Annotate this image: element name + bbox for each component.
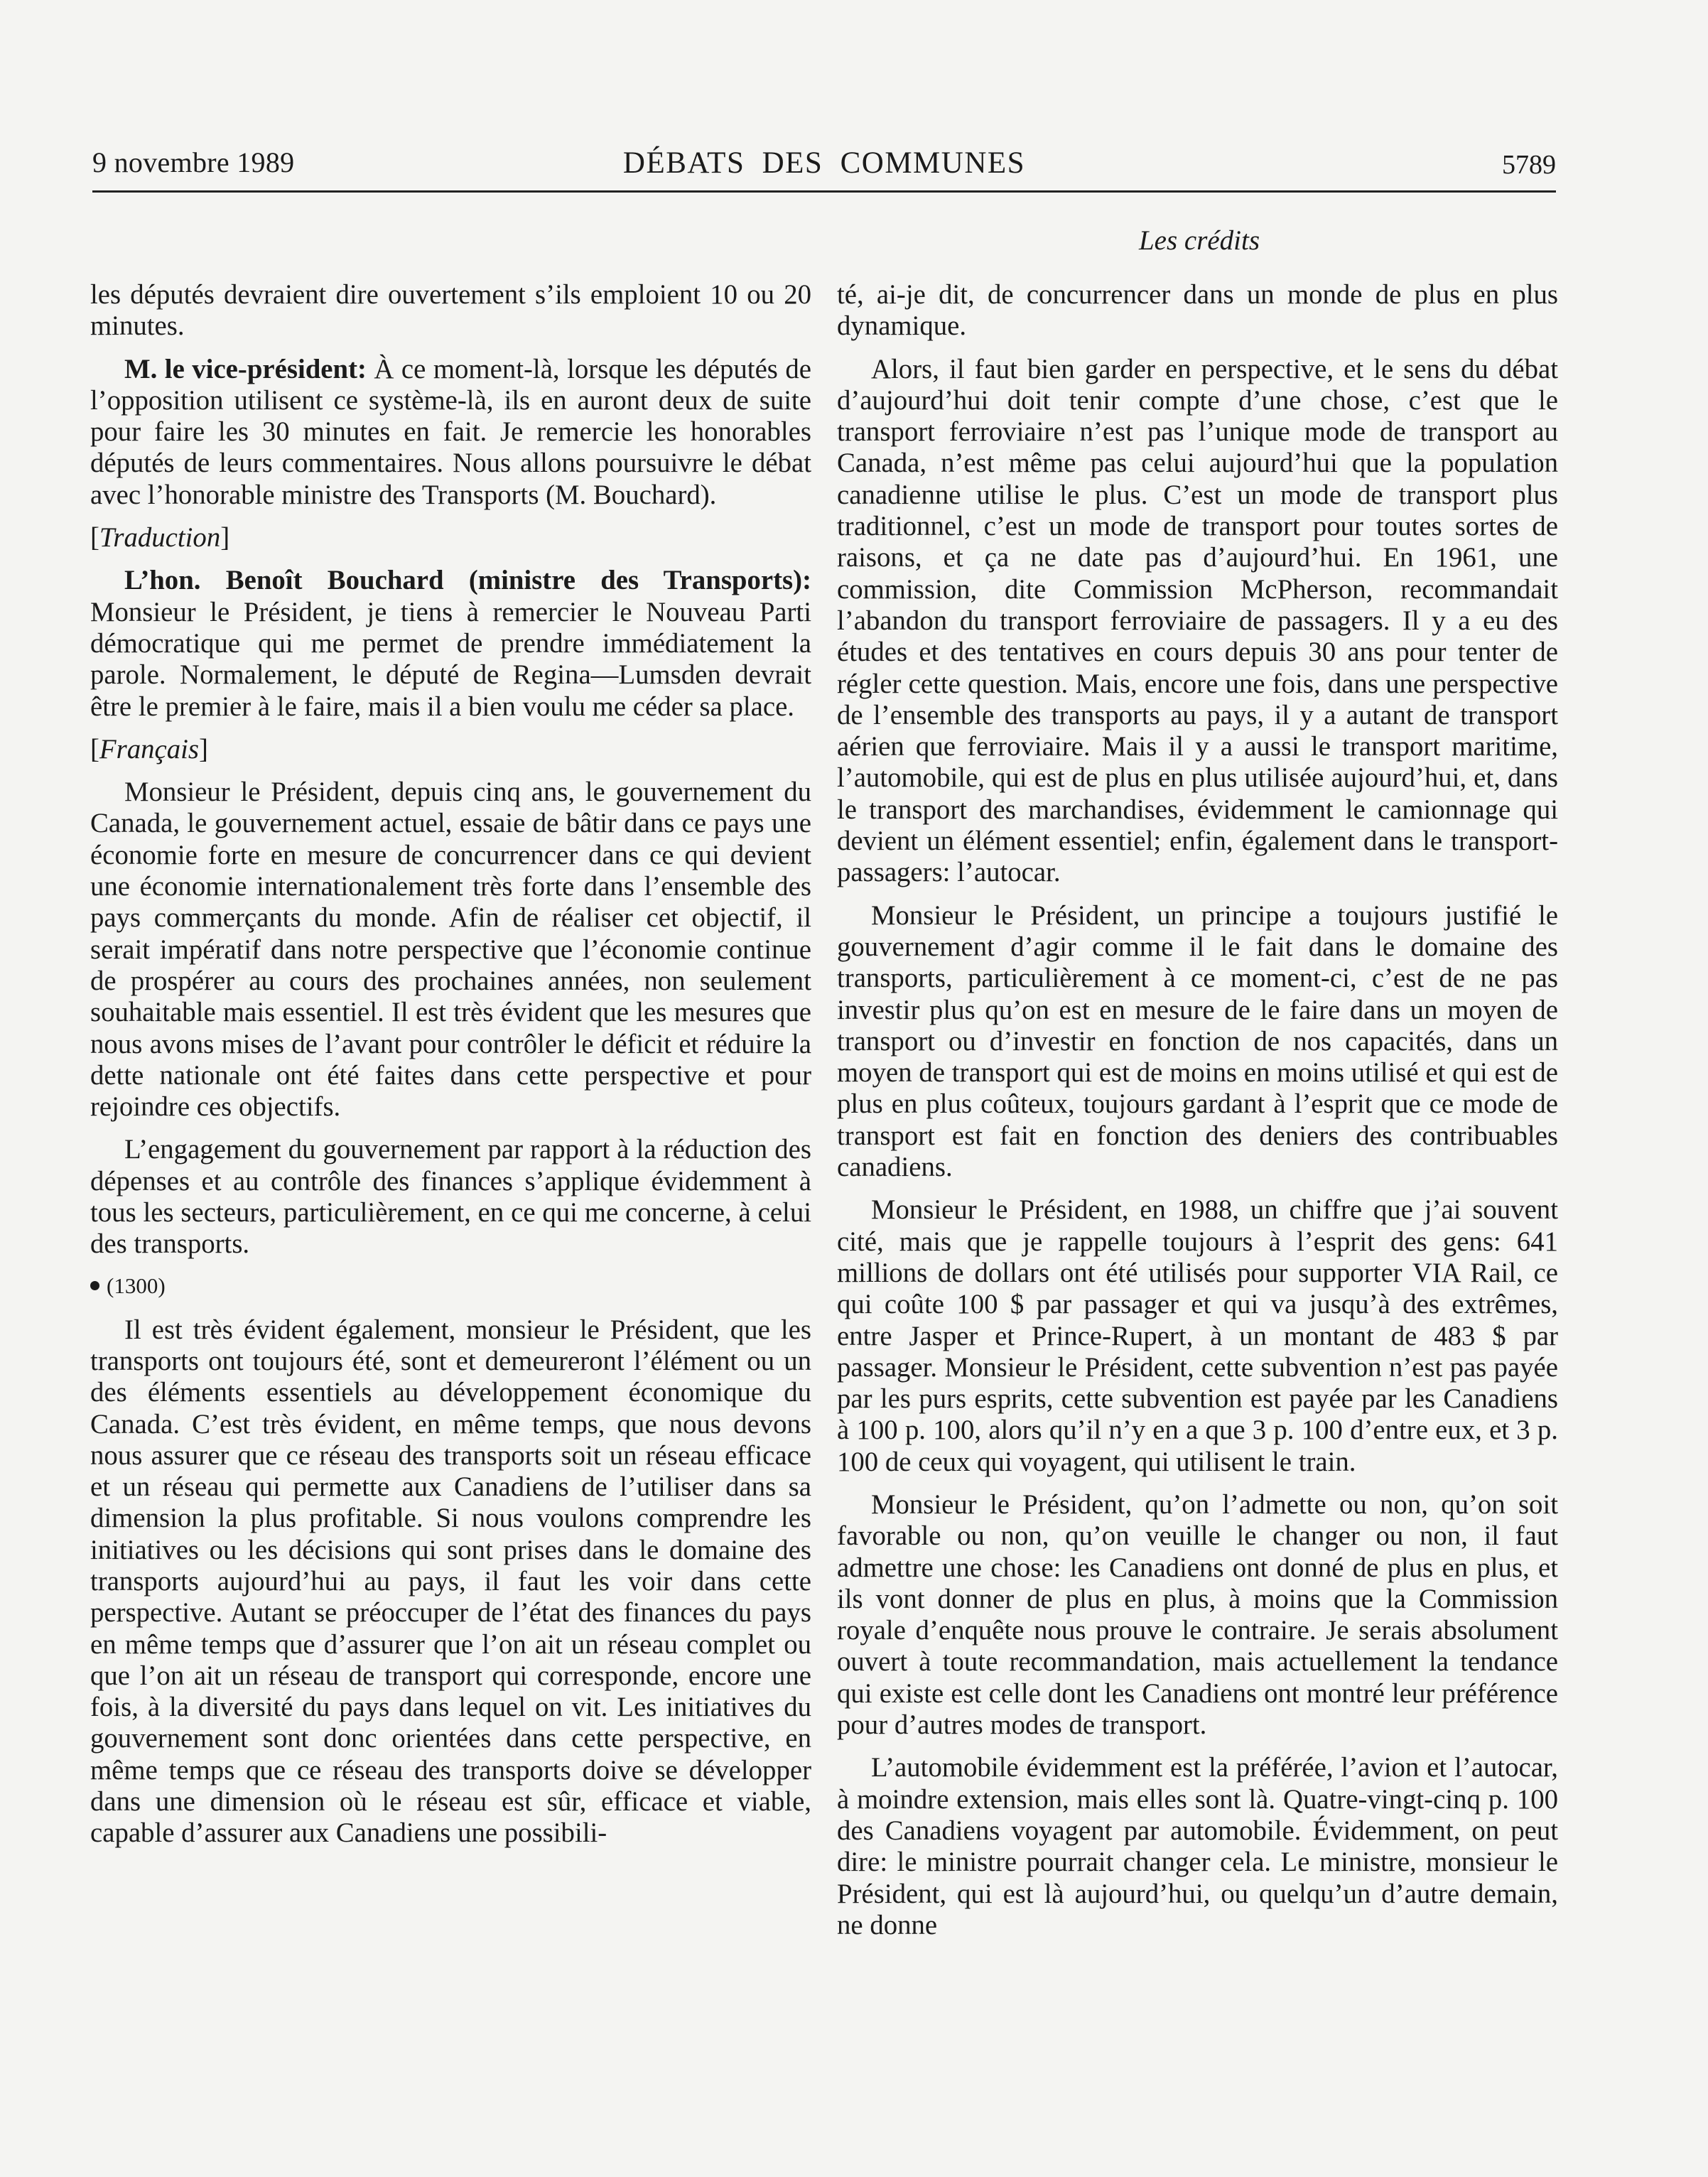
paragraph: Monsieur le Président, un principe a toujours justifié le gouvernement d’agir comme il le fait dans le domaine des transports, particulièrement à ce moment-ci, c’est de ne pas investir plus qu’on est en mesure de le faire dans un moyen de transport ou d’investir en fonction de nos capacités, dans un moyen de transport qui est de moins en moins utilisé et qui est de plus en plus coûteux, toujours gardant à l’esprit que ce mode de transport est fait en fonction des deniers des contribuables canadiens.	[837, 900, 1558, 1183]
speaker-name: M. le vice-président:	[124, 353, 367, 384]
language-marker: [Français]	[90, 733, 208, 765]
time-stamp	[90, 1272, 811, 1300]
page-header	[92, 146, 1556, 195]
paragraph: les députés devraient dire ouvertement s’ils emploient 10 ou 20 minutes.	[90, 279, 811, 342]
bullet-icon	[90, 1281, 99, 1290]
paragraph: Il est très évident également, monsieur le Président, que les transports ont toujours été, sont et demeureront l’élément ou un des éléments essentiels au développement économique du Canada. C’est très évident, en même temps, que nous devons nous assurer que ce réseau des transports soit un réseau efficace et un réseau qui permette aux Canadiens de l’utiliser dans sa dimension la plus profitable. Si nous voulons comprendre les initiatives ou les décisions qui sont prises dans le domaine des transports aujourd’hui au pays, il faut les voir dans cette perspective. Autant se préoccuper de l’état des finances du pays en même temps que d’assurer que l’on ait un réseau complet ou que l’on ait un réseau de transport qui corresponde, encore une fois, à la diversité du pays dans lequel on vit. Les initiatives du gouvernement sont donc orientées dans cette perspective, en même temps que ce réseau des transports doive se développer dans une dimension où le réseau est sûr, efficace et viable, capable d’assurer aux Canadiens une possibili-	[90, 1314, 811, 1849]
language-marker: [Traduction]	[90, 522, 230, 553]
paragraph: Monsieur le Président, en 1988, un chiffre que j’ai souvent cité, mais que je rappelle toujours à l’esprit des gens: 641 millions de dollars ont été utilisés pour supporter VIA Rail, ce qui coûte 100 $ par passager et qui va jusqu’à des extrêmes, entre Jasper et Prince-Rupert, à un montant de 483 $ par passager. Monsieur le Président, cette subvention n’est pas payée par les purs esprits, cette subvention est payée par les Canadiens à 100 p. 100, alors qu’il n’y en a que 3 p. 100 d’entre eux, et 3 p. 100 de ceux qui voyagent, qui utilisent le train.	[837, 1194, 1558, 1477]
paragraph: Alors, il faut bien garder en perspective, et le sens du débat d’aujourd’hui doit tenir compte d’une chose, c’est que le transport ferroviaire n’est pas l’unique mode de transport au Canada, n’est même pas celui aujourd’hui que la population canadienne utilise le plus. C’est un mode de transport plus traditionnel, c’est un mode de transport pour toutes sortes de raisons, et ça ne date pas d’aujourd’hui. En 1961, une commission, dite Commission McPherson, recommandait l’abandon du transport ferroviaire de passagers. Il y a eu des études et des tentatives en cours depuis 30 ans pour tenter de régler cette question. Mais, encore une fois, dans une perspective de l’ensemble des transports au pays, il y a autant de transport aérien que ferroviaire. Mais il y a aussi le transport maritime, l’automobile, qui est de plus en plus utilisée aujourd’hui, et, dans le transport des marchandises, évidemment le camionnage qui devient un élément essentiel; enfin, également dans le transport-passagers: l’autocar.	[837, 353, 1558, 888]
language-label: Traduction	[99, 522, 221, 553]
header-date: 9 novembre 1989	[92, 146, 295, 178]
time-stamp-text: (1300)	[107, 1273, 166, 1298]
right-column	[837, 279, 1558, 1952]
language-label: Français	[99, 733, 200, 765]
speech-text: Monsieur le Président, je tiens à remercier le Nouveau Parti démocratique qui me permet de prendre immédiatement la parole. Normalement, le député de Regina—Lumsden devrait être le premier à le faire, mais il a bien voulu me céder sa place.	[90, 596, 811, 722]
paragraph	[90, 354, 811, 511]
speech-text: À ce moment-là, lorsque les députés de l’opposition utilisent ce système-là, ils en auront deux de suite pour faire les 30 minutes en fait. Je remercie les honorables députés de leurs commentaires. Nous allons poursuivre le débat avec l’honorable ministre des Transports (M. Bouchard).	[90, 353, 812, 510]
paragraph: Monsieur le Président, depuis cinq ans, le gouvernement du Canada, le gouvernement actuel, essaie de bâtir dans ce pays une économie forte en mesure de concurrencer dans ce qui devient une économie internationalement très forte dans l’ensemble des pays commerçants du monde. Afin de réaliser cet objectif, il serait impératif dans notre perspective que l’économie continue de prospérer au cours des prochaines années, non seulement souhaitable mais essentiel. Il est très évident que les mesures que nous avons mises de l’avant pour contrôler le déficit et réduire la dette nationale ont été faites dans cette perspective et pour rejoindre ces objectifs.	[90, 777, 811, 1123]
header-page-number: 5789	[1502, 150, 1556, 180]
speaker-name: L’hon. Benoît Bouchard (ministre des Transports):	[124, 565, 811, 596]
running-head: Les crédits	[1138, 225, 1260, 256]
header-rule	[92, 190, 1556, 193]
paragraph: L’automobile évidemment est la préférée, l’avion et l’autocar, à moindre extension, mais elles sont là. Quatre-vingt-cinq p. 100 des Canadiens voyagent par automobile. Évidemment, on peut dire: le ministre pourrait changer cela. Le ministre, monsieur le Président, qui est là aujourd’hui, ou quelqu’un d’autre demain, ne donne	[837, 1752, 1558, 1940]
left-column	[90, 279, 811, 1861]
header-title: DÉBATS DES COMMUNES	[622, 146, 1026, 180]
paragraph: té, ai-je dit, de concurrencer dans un monde de plus en plus dynamique.	[837, 279, 1558, 342]
paragraph: Monsieur le Président, qu’on l’admette ou non, qu’on soit favorable ou non, qu’on veuille le changer ou non, il faut admettre une chose: les Canadiens ont donné de plus en plus, et ils vont donner de plus en plus, à moins que la Commission royale d’enquête nous prouve le contraire. Je serais absolument ouvert à toute recommandation, mais actuellement la tendance qui existe est celle dont les Canadiens ont montré leur préférence pour d’autres modes de transport.	[837, 1489, 1558, 1741]
paragraph: L’engagement du gouvernement par rapport à la réduction des dépenses et au contrôle des finances s’applique évidemment à tous les secteurs, particulièrement, en ce qui me concerne, à celui des transports.	[90, 1134, 811, 1260]
paragraph	[90, 565, 811, 722]
